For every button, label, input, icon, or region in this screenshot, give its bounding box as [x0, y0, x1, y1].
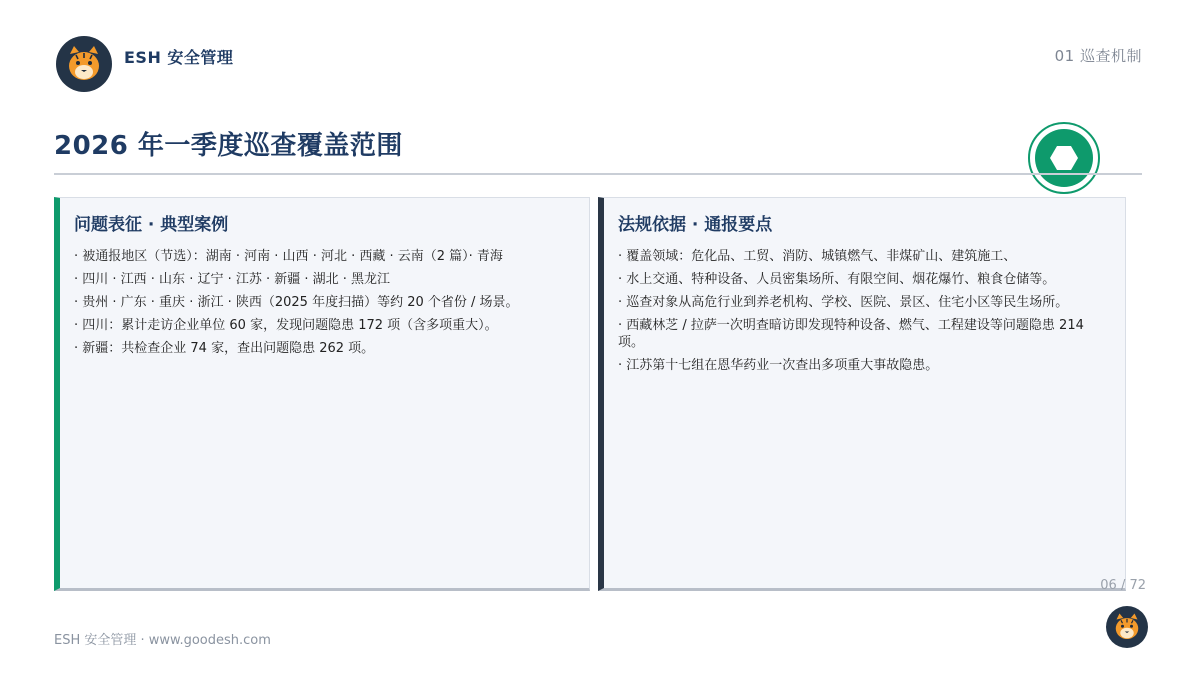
list-item: · 水上交通、特种设备、人员密集场所、有限空间、烟花爆竹、粮食仓储等。 — [618, 272, 1056, 287]
issues-list — [74, 248, 565, 363]
list-item: · 巡查对象从高危行业到养老机构、学校、医院、景区、住宅小区等民生场所。 — [618, 295, 1069, 310]
issues-panel-heading: 问题表征 · 典型案例 — [74, 215, 229, 235]
list-item: · 四川：累计走访企业单位 60 家，发现问题隐患 172 项（含多项重大）。 — [74, 318, 498, 333]
brand-logo — [56, 36, 112, 92]
regulations-panel — [598, 197, 1126, 591]
list-item: · 四川 · 江西 · 山东 · 辽宁 · 江苏 · 新疆 · 湖北 · 黑龙江 — [74, 272, 391, 287]
page-title: 2026 年一季度巡查覆盖范围 — [54, 131, 403, 161]
brand-name: ESH 安全管理 — [124, 48, 234, 67]
regulations-list — [618, 248, 1101, 380]
page-number: 06 / 72 — [1100, 578, 1146, 593]
section-badge — [1028, 122, 1100, 194]
issues-panel — [54, 197, 590, 591]
list-item: · 江苏第十七组在恩华药业一次查出多项重大事故隐患。 — [618, 358, 939, 373]
list-item: · 西藏林芝 / 拉萨一次明查暗访即发现特种设备、燃气、工程建设等问题隐患 214 项。 — [618, 318, 1088, 350]
list-item: · 覆盖领域：危化品、工贸、消防、城镇燃气、非煤矿山、建筑施工、 — [618, 249, 1017, 264]
regulations-panel-heading: 法规依据 · 通报要点 — [618, 215, 773, 235]
list-item: · 新疆：共检查企业 74 家，查出问题隐患 262 项。 — [74, 341, 375, 356]
tiger-icon — [1106, 606, 1148, 648]
tiger-icon — [56, 36, 112, 92]
section-label: 01 巡查机制 — [1054, 47, 1142, 65]
footer-text: ESH 安全管理 · www.goodesh.com — [54, 633, 271, 648]
list-item: · 贵州 · 广东 · 重庆 · 浙江 · 陕西（2025 年度扫描）等约 20 个省份 / 场景。 — [74, 295, 519, 310]
list-item: · 被通报地区（节选）：湖南 · 河南 · 山西 · 河北 · 西藏 · 云南（2 篇）· 青海 — [74, 249, 503, 264]
title-divider — [54, 173, 1142, 175]
hexagon-icon — [1049, 143, 1079, 173]
footer-logo — [1106, 606, 1148, 648]
